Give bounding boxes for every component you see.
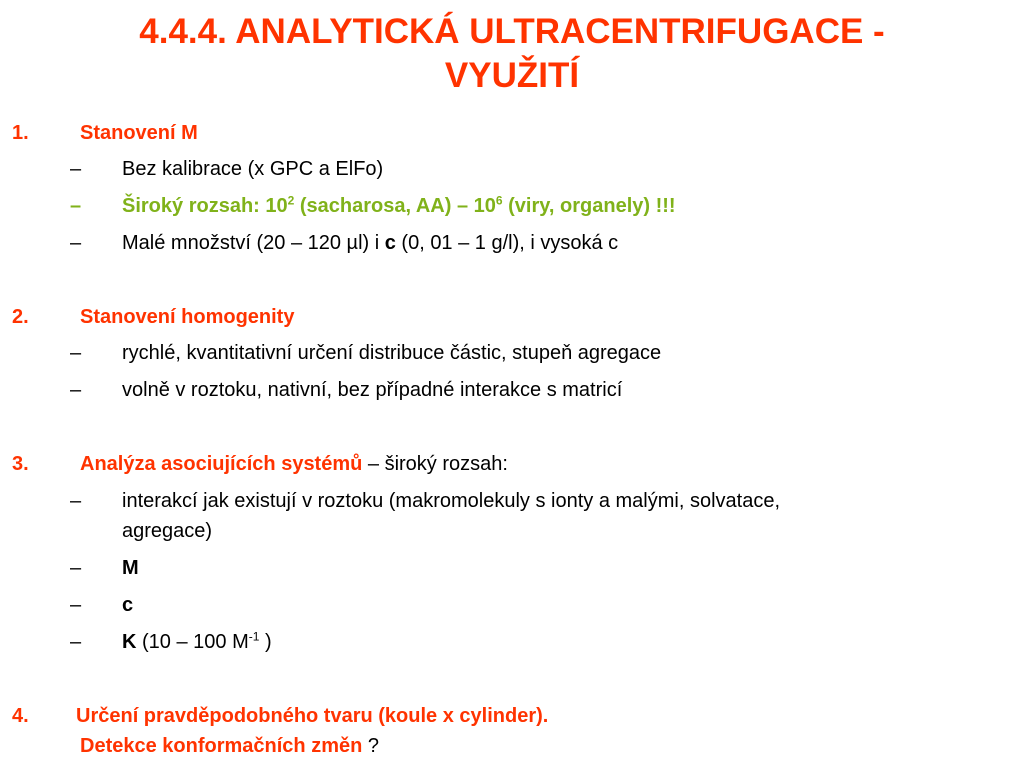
bullet-dash: – <box>70 342 82 364</box>
section-1-heading-text: Stanovení M <box>80 122 198 144</box>
section-1-number: 1. <box>12 122 29 144</box>
section-2-heading-text: Stanovení homogenity <box>80 306 295 328</box>
title-line-1: 4.4.4. ANALYTICKÁ ULTRACENTRIFUGACE - <box>139 12 885 51</box>
section-1-item-c-text: Malé množství (20 – 120 µl) i c (0, 01 – 1 g/l), i vysoká c <box>122 232 619 254</box>
section-3-item-a-text-line-1: interakcí jak existují v roztoku (makromolekuly s ionty a malými, solvatace, <box>122 490 780 512</box>
section-3-item-b-text: M <box>122 557 139 579</box>
section-4-line-2: Detekce konformačních změn ? <box>80 735 380 757</box>
bullet-dash: – <box>70 195 82 217</box>
section-3-number: 3. <box>12 453 29 475</box>
section-3-item-d-text: K (10 – 100 $M^{-1}$ ) <box>122 629 272 653</box>
bullet-dash: – <box>70 631 82 653</box>
title-line-2: VYUŽITÍ <box>444 56 580 95</box>
section-4-number: 4. <box>12 705 29 727</box>
bullet-dash: – <box>70 379 82 401</box>
section-2-item-a-text: rychlé, kvantitativní určení distribuce částic, stupeň agregace <box>122 342 662 364</box>
bullet-dash: – <box>70 557 82 579</box>
section-3-item-a-text-line-2: agregace) <box>122 520 213 542</box>
section-3-item-c-text: c <box>122 594 134 616</box>
bullet-dash: – <box>70 594 82 616</box>
section-1-item-a-text: Bez kalibrace (x GPC a ElFo) <box>122 158 384 180</box>
section-1-item-b-text: Široký rozsah: $10^2$ (sacharosa, $AA) - 10^6$ (viry, organely) !!! <box>122 193 676 217</box>
section-4-question-mark: ? <box>362 735 380 757</box>
bullet-dash: – <box>70 490 82 512</box>
section-2-number: 2. <box>12 306 29 328</box>
slide-title <box>0 10 1024 98</box>
section-4-line-1: Určení pravděpodobného tvaru (koule x cylinder). <box>76 705 549 727</box>
bullet-dash: – <box>70 158 82 180</box>
section-3-heading-text: Analýza asociujících systémů – široký rozsah: <box>80 453 508 475</box>
section-2-item-b-text: volně v roztoku, nativní, bez případné interakce s matricí <box>122 379 623 401</box>
bullet-dash: – <box>70 232 82 254</box>
